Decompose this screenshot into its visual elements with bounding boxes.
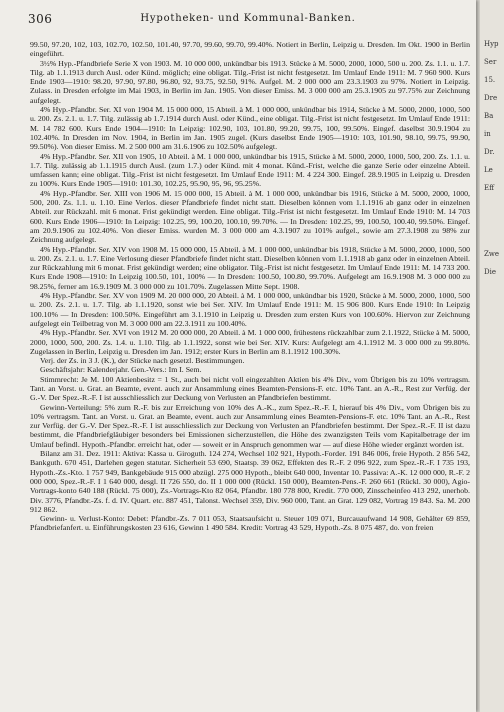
page-header — [28, 10, 468, 26]
body-text — [30, 40, 470, 533]
paragraph-stimmrecht: Stimmrecht: Je M. 100 Aktienbesitz = 1 St., auch bei nicht voll eingezahlten Aktien bis 4% Div., vom Übrigen bis zu 10% vertragsm. Tant. an Vorst. u. Grat. an Beamte, event. auch zur Ansammlung eines Beamten-Pensions-F. etc. 10% Tant. an A.-R., Rest zur Verfüg. der G.-V. Der Spez.-R.-F. I ist ausschliesslich zur Deckung von Verlusten an Pfandbriefen bestimmt. — [30, 374, 470, 403]
paragraph-ser-xiii: 4% Hyp.-Pfandbr. Ser. XIII von 1906 M. 15 000 000, 15 Abteil. à M. 1 000 000, unkündbar bis 1916, Stücke à M. 5000, 2000, 1000, 500, 200. Zs. 1.1. u. 1.10. Eine Verlos. dieser Pfandbriefe findet nicht statt. Dieselben können vom 1.1.1916 ab ganz oder in einzelnen Abteil. zur Rückzahl. mit 6 monat. Frist gekündigt werden. Eine obligat. Tilg.-Frist ist nicht festgesetzt. Im Umlauf Ende 1910: M. 14 703 600. Kurs Ende 1906—1910: In Leipzig: 102.25, 99, 100.20, 100.10, 99.70%. — In Dresden: 102.25, 99, 100.50, 100.40, 99.50%. Eingef. am 20.9.1906 zu 102.40%. Von dieser Emiss. wurden M. 3 000 000 am 4.3.1907 zu 101% aufgel., sowie am 27.3.1908 zu 98% zur Zeichnung aufgelegt. — [30, 188, 470, 245]
running-title: Hypotheken- und Kommunal-Banken. — [140, 13, 356, 24]
adjacent-fragment: 15. — [484, 76, 496, 84]
adjacent-page-edge — [480, 0, 504, 712]
paragraph-ser-xiv: 4% Hyp.-Pfandbr. Ser. XIV von 1908 M. 15 000 000, 15 Abteil. à M. 1 000 000, unkündbar bis 1918, Stücke à M. 5000, 2000, 1000, 500 u. 200. Zs. 2.1. u. 1.7. Eine Verlosung dieser Pfandbriefe findet nicht statt. Dieselben können vom 1.1.1918 ab ganz oder in einzelnen Abteil. zur Rückzahlung mit 6 monat. Frist gekündigt werden; eine obligator. Tilg.-Frist ist nicht festgesetzt. Im Umlauf Ende 1911: M. 14 733 200. Kurs Ende 1908—1910: In Leipzig 100.50, 101, 100% — In Dresden: 100.50, 100.80, 99.70%. Aufgelegt am 16.9.1908 M. 3 000 000 zu 98.25%, ferner am 16.9.1909 M. 3 000 000 zu 101.70%. Zugelassen Mitte Sept. 1908. — [30, 244, 470, 291]
page-number: 306 — [28, 12, 53, 26]
paragraph-ser-xv: 4% Hyp.-Pfandbr. Ser. XV von 1909 M. 20 000 000, 20 Abteil. à M. 1 000 000, unkündbar bis 1920, Stücke à M. 5000, 2000, 1000, 500 u. 200. Zs. 2.1. u. 1.7. Tilg. ab 1.1.1920, sonst wie bei Ser. XIV. Im Umlauf Ende 1911: M. 15 906 800. Kurs Ende 1910: In Leipzig 100.10% — In Dresden: 100.50%. Eingeführt am 3.1.1910 in Leipzig u. Dresden zum ersten Kurs von 100.60%. Hiervon zur Zeichnung aufgelegt ein Teilbetrag von M. 3 000 000 am 22.3.1911 zu 100.40%. — [30, 291, 470, 328]
adjacent-fragment: Hyp — [484, 40, 499, 48]
paragraph-gewinn-verlust: Gewinn- u. Verlust-Konto: Debet: Pfandbr.-Zs. 7 011 053, Staatsaufsicht u. Steuer 109 071, Burcauaufwand 14 908, Gehälter 69 859, Pfandbriefanfert. u. Einführungskosten 23 616, Gewinn 1 490 584. Kredit: Vortrag 43 529, Hypoth.-Zs. 8 075 487, do. von freien — [30, 514, 470, 533]
adjacent-fragment: Eff — [484, 184, 495, 192]
adjacent-fragment: Le — [484, 166, 493, 174]
adjacent-fragment: in — [484, 130, 491, 138]
paragraph-gewinn-verteilung: Gewinn-Verteilung: 5% zum R.-F. bis zur Erreichung von 10% des A.-K., zum Spez.-R.-F. I, hierauf bis 4% Div., vom Übrigen bis zu 10% vertragsm. Tant. an Vorst. u. Grat. an Beamte, event. auch zur Ansammlung eines Beamten-Pensions-F. etc. 10% Tant. an A.-R., Rest zur Verfüg. der G.-V. Der Spez.-R.-F. I ist ausschliesslich zur Deckung von Verlusten an Pfandbriefen bestimmt. Der Spez.-R.-F. II ist dazu bestimmt, die Pfandbriefgläubiger besonders bei Emissionen sicherzustellen, die Höhe des zwanzigsten Teils vom Kapitalbetrage der im Umlauf befindl. Hypoth.-Pfandbr. erreicht hat, oder — soweit er in Anspruch genommen war — auf diese Höhe wieder ergänzt worden ist. — [30, 402, 470, 449]
paragraph-verjaehrung: Verj. der Zs. in 3 J. (K.), der Stücke nach gesetzl. Bestimmungen. — [40, 356, 245, 366]
adjacent-fragment: Dre — [484, 94, 498, 102]
paragraph-ser-xi: 4% Hyp.-Pfandbr. Ser. XI von 1904 M. 15 000 000, 15 Abteil. à M. 1 000 000, unkündbar bis 1914, Stücke à M. 5000, 2000, 1000, 500 u. 200. Zs. 2.1. u. 1.7. Tilg. zulässig ab 1.7.1914 durch Ausl. oder Künd., eine obligat. Tilg.-Frist ist nicht festgesetzt. Im Umlauf Ende 1911: M. 14 782 600. Kurs Ende 1904—1910: In Leipzig: 102.90, 103, 101.80, 99.20, 99.75, 100, 99.50%. Eingef. daselbst 30.9.1904 zu 102.40%. In Dresden im Nov. 1904, in Berlin im Jan. 1905 zugel. (Kurs daselbst Ende 1905—1910: 103, 101.90, 98.10, 99.75, 99.90, 99.50%). Von dieser Emiss. M. 2 500 000 am 31.6.1906 zu 102.50% aufgelegt. — [30, 105, 470, 152]
paragraph-bilanz: Bilanz am 31. Dez. 1911: Aktiva: Kassa u. Giroguth. 124 274, Wechsel 102 921, Hypoth.-Forder. 191 846 006, freie Hypoth. 2 856 542, Bankguth. 670 451, Darlehen gegen statutar. Sicherheit 53 690, Staatsp. 39 062, Effekten des R.-F. 2 096 922, zum Spez.-R.-F. I 735 193, Hypoth.-Zs.-Kto. 1 757 949, Bankgebäude 915 000 abzügl. 275 000 Hypoth., bleibt 640 000, Inventar 10. Passiva: A.-K. 12 000 000, R.-F. 2 000 000, Spez.-R.-F. I 1 640 000, desgl. II 726 550, do. II 1 000 000 (Rückl. 150 000), Beamten-Pens.-F. 260 661 (Rückl. 30 000), Agio-Vortrags-konto 640 188 (Rückl. 75 000), Zs.-Vortrags-Kto 82 064, Pfandbr. 180 778 800, Kredit. 770 000, Zinsscheinfeo 413 292, unerhob. Div. 3776, Pfandbr.-Zs. f. d. IV. Quart. etc. 887 451, Talonst. Wechsel 359, Div. 960 000, Tant. an Grat. 129 082, Vortrag 19 843. Sa. M. 200 912 862. — [30, 449, 470, 514]
paragraph-ser-xii: 4% Hyp.-Pfandbr. Ser. XII von 1905, 10 Abteil. à M. 1 000 000, unkündbar bis 1915, Stücke à M. 5000, 2000, 1000, 500, 200. Zs. 1.1. u. 1.7. Tilg. zulässig ab 1.1.1915 durch Ausl. (zum 1.7.) oder Künd. mit 4 monat. Künd.-Frist, welche die ganze Serie oder einzelne Abteil. umfassen kann; eine obligat. Tilg.-Frist ist nicht festgesetzt. Im Umlauf Ende 1911: M. 4 224 300. Eingef. 28.9.1905 in Leipzig u. Dresden zu 100%. Kurs Ende 1905—1910: 101.30, 102.25, 95.90, 95, 96, 95.25%. — [30, 151, 470, 189]
adjacent-fragment: Ser — [484, 58, 497, 66]
paragraph-ser-x: 3½% Hyp.-Pfandbriefe Serie X von 1903. M. 10 000 000, unkündbar bis 1913. Stücke à M. 5000, 2000, 1000, 500 u. 200. Zs. 1.1. u. 1.7. Tilg. ab 1.1.1913 durch Ausl. oder Künd. möglich; eine obligat. Tilg.-Frist ist nicht festgesetzt. Im Umlauf Ende 1911: M. 7 960 900. Kurs Ende 1903—1910: 98.20, 97.90, 97.80, 96.80, 92, 93.75, 92.50, 91%. Aufgel. M. 2 000 000 am 23.3.1903 zu 97%. Notiert in Leipzig. Zulass. in Dresden erfolgte im Mai 1903, in Berlin im Jan. 1905. Von dieser Emiss. M. 3 000 000 am 25.3.1905 zu 97.75% zur Zeichnung aufgelegt. — [30, 58, 470, 105]
adjacent-fragment: Die — [484, 268, 496, 276]
paragraph-geschaeftsjahr: Geschäftsjahr: Kalenderjahr. Gen.-Vers.: Im I. Sem. — [40, 365, 202, 375]
paragraph-ser-xvi: 4% Hyp.-Pfandbr. Ser. XVI von 1912 M. 20 000 000, 20 Abteil. à M. 1 000 000, frühestens rückzahlbar zum 2.1.1922, Stücke à M. 5000, 2000, 1000, 500, 200. Zs. 1.4. u. 1.10. Tilg. ab 1.1.1922, sonst wie bei Ser. XIV. Kurs: Aufgelegt am 4.1.1912 M. 3 000 000 zu 99.80%. Zugelassen in Berlin, Leipzig u. Dresden im Jan. 1912; erster Kurs in Berlin am 8.1.1912 100.30%. — [30, 328, 470, 356]
paragraph-ser-ix-continuation: 99.50, 97.20, 102, 103, 102.70, 102.50, 101.40, 97.70, 99.60, 99.70, 99.40%. Notiert in Berlin, Leipzig u. Dresden. Im Okt. 1900 in Berlin eingeführt. — [30, 40, 470, 59]
adjacent-fragment: Ba — [484, 112, 494, 120]
adjacent-fragment: Dr. — [484, 148, 495, 156]
adjacent-fragment: Zwe — [484, 250, 499, 258]
